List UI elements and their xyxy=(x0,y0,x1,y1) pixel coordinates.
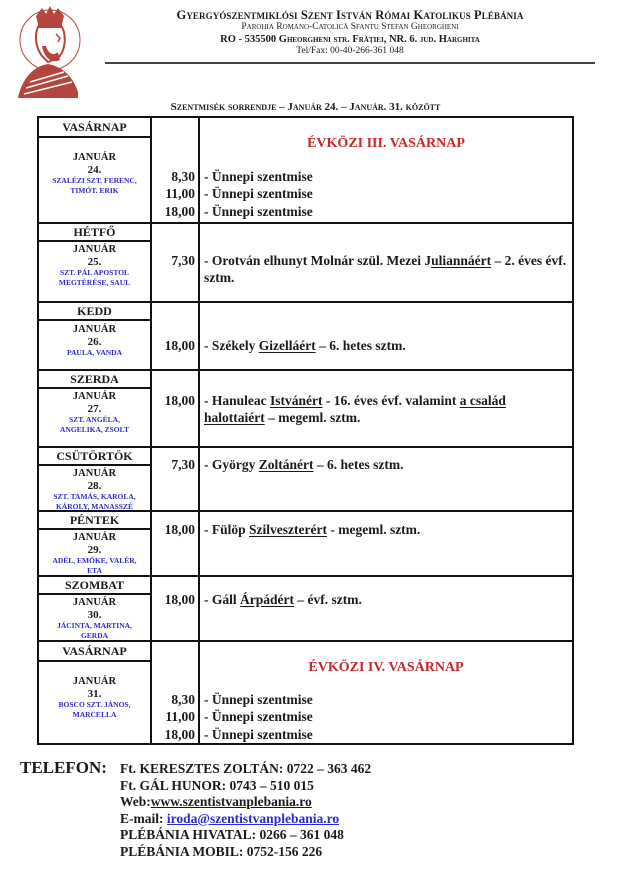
mass-intention xyxy=(204,252,568,286)
day-number: 27. xyxy=(87,403,102,415)
time-cell xyxy=(152,118,200,222)
day-number: 28. xyxy=(87,480,102,492)
intention-text: - megeml. sztm. xyxy=(326,522,421,537)
month-label: JANUÁR xyxy=(72,244,117,255)
day-cell xyxy=(39,448,152,510)
name-day-saints: KÁROLY, MANASSZÉ xyxy=(56,502,133,511)
day-row xyxy=(39,222,572,301)
month-label: JANUÁR xyxy=(72,391,117,402)
name-day-saints: ETA xyxy=(87,566,102,575)
intention-name: Istvánért xyxy=(270,393,323,408)
intention-text: - Fülöp xyxy=(204,522,250,537)
email-line xyxy=(120,811,480,828)
month-label: JANUÁR xyxy=(72,324,117,335)
header-divider xyxy=(105,62,595,64)
date-block xyxy=(39,321,150,358)
mass-intention: - Ünnepi szentmise xyxy=(204,203,313,219)
mass-intention: - Ünnepi szentmise xyxy=(204,726,313,742)
day-number: 30. xyxy=(87,609,102,621)
date-block xyxy=(39,466,150,512)
mass-time: 18,00 xyxy=(164,338,195,353)
web-line xyxy=(120,794,480,811)
name-day-saints: MEGTÉRÉSE, SAUL xyxy=(58,278,131,287)
intention-name: Gizelláért xyxy=(258,338,316,353)
day-number: 26. xyxy=(87,336,102,348)
time-cell xyxy=(152,224,200,301)
intention-cell xyxy=(200,642,572,743)
email-link[interactable]: iroda@szentistvanplebania.ro xyxy=(166,810,340,826)
name-day-saints: ADÉL, EMŐKE, VALÉR, xyxy=(52,556,137,565)
mass-time: 18,00 xyxy=(164,592,195,607)
intention-text: - Székely xyxy=(204,338,259,353)
time-cell xyxy=(152,642,200,743)
office-mobile: PLÉBÁNIA MOBIL: 0752-156 226 xyxy=(120,843,323,859)
name-day-saints: SZT. PÁL APOSTOL xyxy=(59,268,130,277)
intention-cell xyxy=(200,577,572,640)
priest-1-phone: Ft. KERESZTES ZOLTÁN: 0722 – 363 462 xyxy=(120,761,372,776)
name-day-saints: ANGELIKA, ZSOLT xyxy=(60,425,129,434)
month-label: JANUÁR xyxy=(72,676,117,687)
saint-stephen-portrait-icon xyxy=(8,2,88,98)
date-block xyxy=(39,595,150,641)
day-name: SZOMBAT xyxy=(39,577,150,595)
intention-name: Szilveszterért xyxy=(249,522,327,537)
mass-time: 7,30 xyxy=(171,253,195,268)
day-cell xyxy=(39,371,152,446)
time-cell xyxy=(152,577,200,640)
day-number: 29. xyxy=(87,544,102,556)
intention-name: Árpádért xyxy=(240,592,294,607)
day-cell xyxy=(39,303,152,369)
mass-time: 11,00 xyxy=(165,709,195,724)
mass-intention: - Ünnepi szentmise xyxy=(204,168,313,184)
name-day-saints: SZT. TAMÁS, KAROLA, xyxy=(53,492,136,501)
mass-time: 18,00 xyxy=(164,726,195,742)
mass-intention xyxy=(204,337,568,354)
intention-text: – 6. hetes sztm. xyxy=(313,457,404,472)
mass-time: 18,00 xyxy=(164,203,195,219)
month-label: JANUÁR xyxy=(72,468,117,479)
day-name: VASÁRNAP xyxy=(39,118,150,138)
intention-cell xyxy=(200,118,572,222)
date-block xyxy=(39,242,150,288)
time-cell xyxy=(152,371,200,446)
parish-address: RO - 535500 Gheorgheni str. Frăţiei, NR. 6. jud. Harghita xyxy=(220,34,480,45)
name-day-saints: TIMÓT. ERIK xyxy=(70,186,119,195)
day-cell xyxy=(39,577,152,640)
mass-time: 7,30 xyxy=(171,457,195,472)
intention-cell xyxy=(200,448,572,510)
name-day-saints: JÁCINTA, MARTINA, xyxy=(57,621,132,630)
intention-cell xyxy=(200,303,572,369)
time-cell xyxy=(152,512,200,575)
parish-logo xyxy=(8,2,88,98)
mass-intention: - Ünnepi szentmise xyxy=(204,186,313,201)
mass-time: 18,00 xyxy=(164,522,195,537)
name-day-saints: SZT. ANGÉLA, xyxy=(69,415,120,424)
web-label: Web: xyxy=(120,794,151,809)
schedule-title: Szentmisék sorrendje – Január 24. – Január. 31. között xyxy=(170,101,441,113)
day-row xyxy=(39,640,572,743)
intention-text: – megeml. sztm. xyxy=(264,410,361,425)
day-cell xyxy=(39,512,152,575)
day-name: KEDD xyxy=(39,303,150,321)
day-row xyxy=(39,369,572,446)
feast-title: ÉVKÖZI III. VASÁRNAP xyxy=(307,136,465,151)
day-name: VASÁRNAP xyxy=(39,642,150,662)
mass-schedule-table xyxy=(37,116,574,745)
time-cell xyxy=(152,303,200,369)
contact-list xyxy=(120,761,480,860)
web-link[interactable]: www.szentistvanplebania.ro xyxy=(150,794,312,809)
day-row xyxy=(39,446,572,510)
intention-text: – 2. éves évf. sztm. xyxy=(204,253,567,285)
day-name: CSÜTÖRTÖK xyxy=(39,448,150,466)
parish-name-hu: Gyergyószentmiklósi Szent István Római Katolikus Plébánia xyxy=(176,8,524,22)
month-label: JANUÁR xyxy=(72,152,117,163)
day-row xyxy=(39,118,572,222)
intention-name: Zoltánért xyxy=(258,457,314,472)
intention-name: uliannáért xyxy=(431,253,492,268)
intention-text: - Hanuleac xyxy=(204,393,270,408)
day-row xyxy=(39,301,572,369)
intention-name: a család halottaiért xyxy=(204,393,506,425)
day-name: PÉNTEK xyxy=(39,512,150,530)
date-block xyxy=(39,530,150,576)
intention-text: – évf. sztm. xyxy=(294,592,362,607)
email-label: E-mail: xyxy=(120,810,167,826)
name-day-saints: MARCELLA xyxy=(72,710,117,719)
mass-intention: - Ünnepi szentmise xyxy=(204,691,313,707)
feast-title: ÉVKÖZI IV. VASÁRNAP xyxy=(308,660,464,675)
name-day-saints: SZALÉZI SZT. FERENC, xyxy=(52,176,137,185)
day-number: 31. xyxy=(87,688,102,700)
office-phone: PLÉBÁNIA HIVATAL: 0266 – 361 048 xyxy=(120,827,344,842)
mass-intention xyxy=(204,591,568,608)
mass-time: 8,30 xyxy=(171,168,195,184)
date-block xyxy=(39,138,150,196)
intention-cell xyxy=(200,512,572,575)
day-row xyxy=(39,575,572,640)
parish-telfax: Tel/Fax: 00-40-266-361 048 xyxy=(296,46,404,56)
parish-letterhead xyxy=(105,8,595,57)
mass-time: 8,30 xyxy=(171,691,195,707)
day-cell xyxy=(39,224,152,301)
date-block xyxy=(39,389,150,435)
mass-intention: - Ünnepi szentmise xyxy=(204,709,313,724)
intention-cell xyxy=(200,371,572,446)
day-number: 24. xyxy=(87,164,102,176)
day-row xyxy=(39,510,572,575)
intention-cell xyxy=(200,224,572,301)
mass-time: 18,00 xyxy=(164,393,195,408)
time-cell xyxy=(152,448,200,510)
parish-name-ro: Parohia Romano-Catolică Sfantu Stefan Gheorgheni xyxy=(241,22,459,32)
day-cell xyxy=(39,118,152,222)
date-block xyxy=(39,662,150,720)
month-label: JANUÁR xyxy=(72,597,117,608)
intention-text: - 16. éves évf. valamint xyxy=(322,393,460,408)
intention-text: - György xyxy=(204,457,259,472)
name-day-saints: BOSCO SZT. JÁNOS, xyxy=(58,700,131,709)
intention-text: – 6. hetes sztm. xyxy=(315,338,406,353)
mass-intention xyxy=(204,392,568,426)
day-number: 25. xyxy=(87,256,102,268)
day-name: HÉTFŐ xyxy=(39,224,150,242)
intention-text: - Gáll xyxy=(204,592,240,607)
mass-time: 11,00 xyxy=(165,186,195,201)
name-day-saints: GERDA xyxy=(80,631,109,640)
month-label: JANUÁR xyxy=(72,532,117,543)
priest-2-phone: Ft. GÁL HUNOR: 0743 – 510 015 xyxy=(120,777,314,793)
name-day-saints: PAULA, VANDA xyxy=(66,348,122,357)
mass-intention xyxy=(204,521,568,538)
mass-intention xyxy=(204,456,568,473)
day-name: SZERDA xyxy=(39,371,150,389)
intention-text: - Orotván elhunyt Molnár szül. Mezei J xyxy=(204,253,432,268)
telefon-label: TELEFON: xyxy=(20,758,107,777)
day-cell xyxy=(39,642,152,743)
